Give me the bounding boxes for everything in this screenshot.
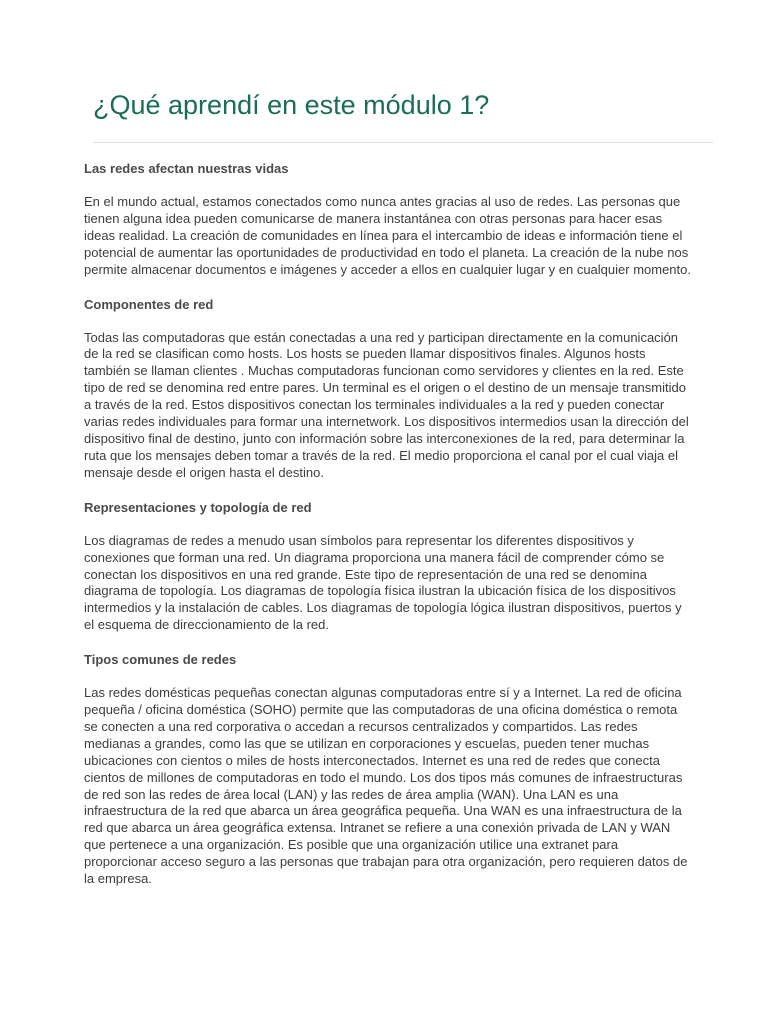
section-heading: Representaciones y topología de red <box>84 499 312 515</box>
section-representaciones-topologia <box>84 499 692 634</box>
section-heading: Componentes de red <box>84 296 214 312</box>
document-body <box>84 160 692 905</box>
section-paragraph: Las redes domésticas pequeñas conectan algunas computadoras entre sí y a Internet. La red de oficina pequeña / oficina doméstica (SOHO) permite que las computadoras de una oficina doméstica o remota se conecten a una red corporativa o accedan a recursos centralizados y compartidos. Las redes medianas a grandes, como las que se utilizan en corporaciones y escuelas, pueden tener muchas ubicaciones con cientos o miles de hosts interconectados. Internet es una red de redes que conecta cientos de millones de computadoras en todo el mundo. Los dos tipos más comunes de infraestructuras de red son las redes de área local (LAN) y las redes de área amplia (WAN). Una LAN es una infraestructura de la red que abarca un área geográfica pequeña. Una WAN es una infraestructura de la red que abarca un área geográfica extensa. Intranet se refiere a una conexión privada de LAN y WAN que pertenece a una organización. Es posible que una organización utilice una extranet para proporcionar acceso seguro a las personas que trabajan para otra organización, pero requieren datos de la empresa. <box>84 685 688 887</box>
section-paragraph: Los diagramas de redes a menudo usan símbolos para representar los diferentes dispositivos y conexiones que forman una red. Un diagrama proporciona una manera fácil de comprender cómo se conectan los dispositivos en una red grande. Este tipo de representación de una red se denomina diagrama de topología. Los diagramas de topología física ilustran la ubicación física de los dispositivos intermedios y la instalación de cables. Los diagramas de topología lógica ilustran dispositivos, puertos y el esquema de direccionamiento de la red. <box>84 532 682 633</box>
section-paragraph: Todas las computadoras que están conectadas a una red y participan directamente en la comunicación de la red se clasifican como hosts. Los hosts se pueden llamar dispositivos finales. Algunos hosts también se llaman clientes . Muchas computadoras funcionan como servidores y clientes en la red. Este tipo de red se denomina red entre pares. Un terminal es el origen o el destino de un mensaje transmitido a través de la red. Estos dispositivos conectan los terminales individuales a la red y pueden conectar varias redes individuales para formar una internetwork. Los dispositivos intermedios usan la dirección del dispositivo final de destino, junto con información sobre las interconexiones de la red, para determinar la ruta que los mensajes deben tomar a través de la red. El medio proporciona el canal por el cual viaja el mensaje desde el origen hasta el destino. <box>84 329 689 480</box>
section-redes-afectan <box>84 160 692 279</box>
section-heading: Las redes afectan nuestras vidas <box>84 161 289 176</box>
page-title: ¿Qué aprendí en este módulo 1? <box>93 90 490 120</box>
section-paragraph: En el mundo actual, estamos conectados como nunca antes gracias al uso de redes. Las personas que tienen alguna idea pueden comunicarse de manera instantánea con otras personas para hacer esas ideas realidad. La creación de comunidades en línea para el intercambio de ideas e información tiene el potencial de aumentar las oportunidades de productividad en todo el planeta. La creación de la nube nos permite almacenar documentos e imágenes y acceder a ellos en cualquier lugar y en cualquier momento. <box>84 194 691 277</box>
title-divider <box>93 142 713 143</box>
section-componentes-de-red <box>84 296 692 482</box>
section-heading: Tipos comunes de redes <box>84 652 237 668</box>
section-tipos-comunes <box>84 651 692 888</box>
